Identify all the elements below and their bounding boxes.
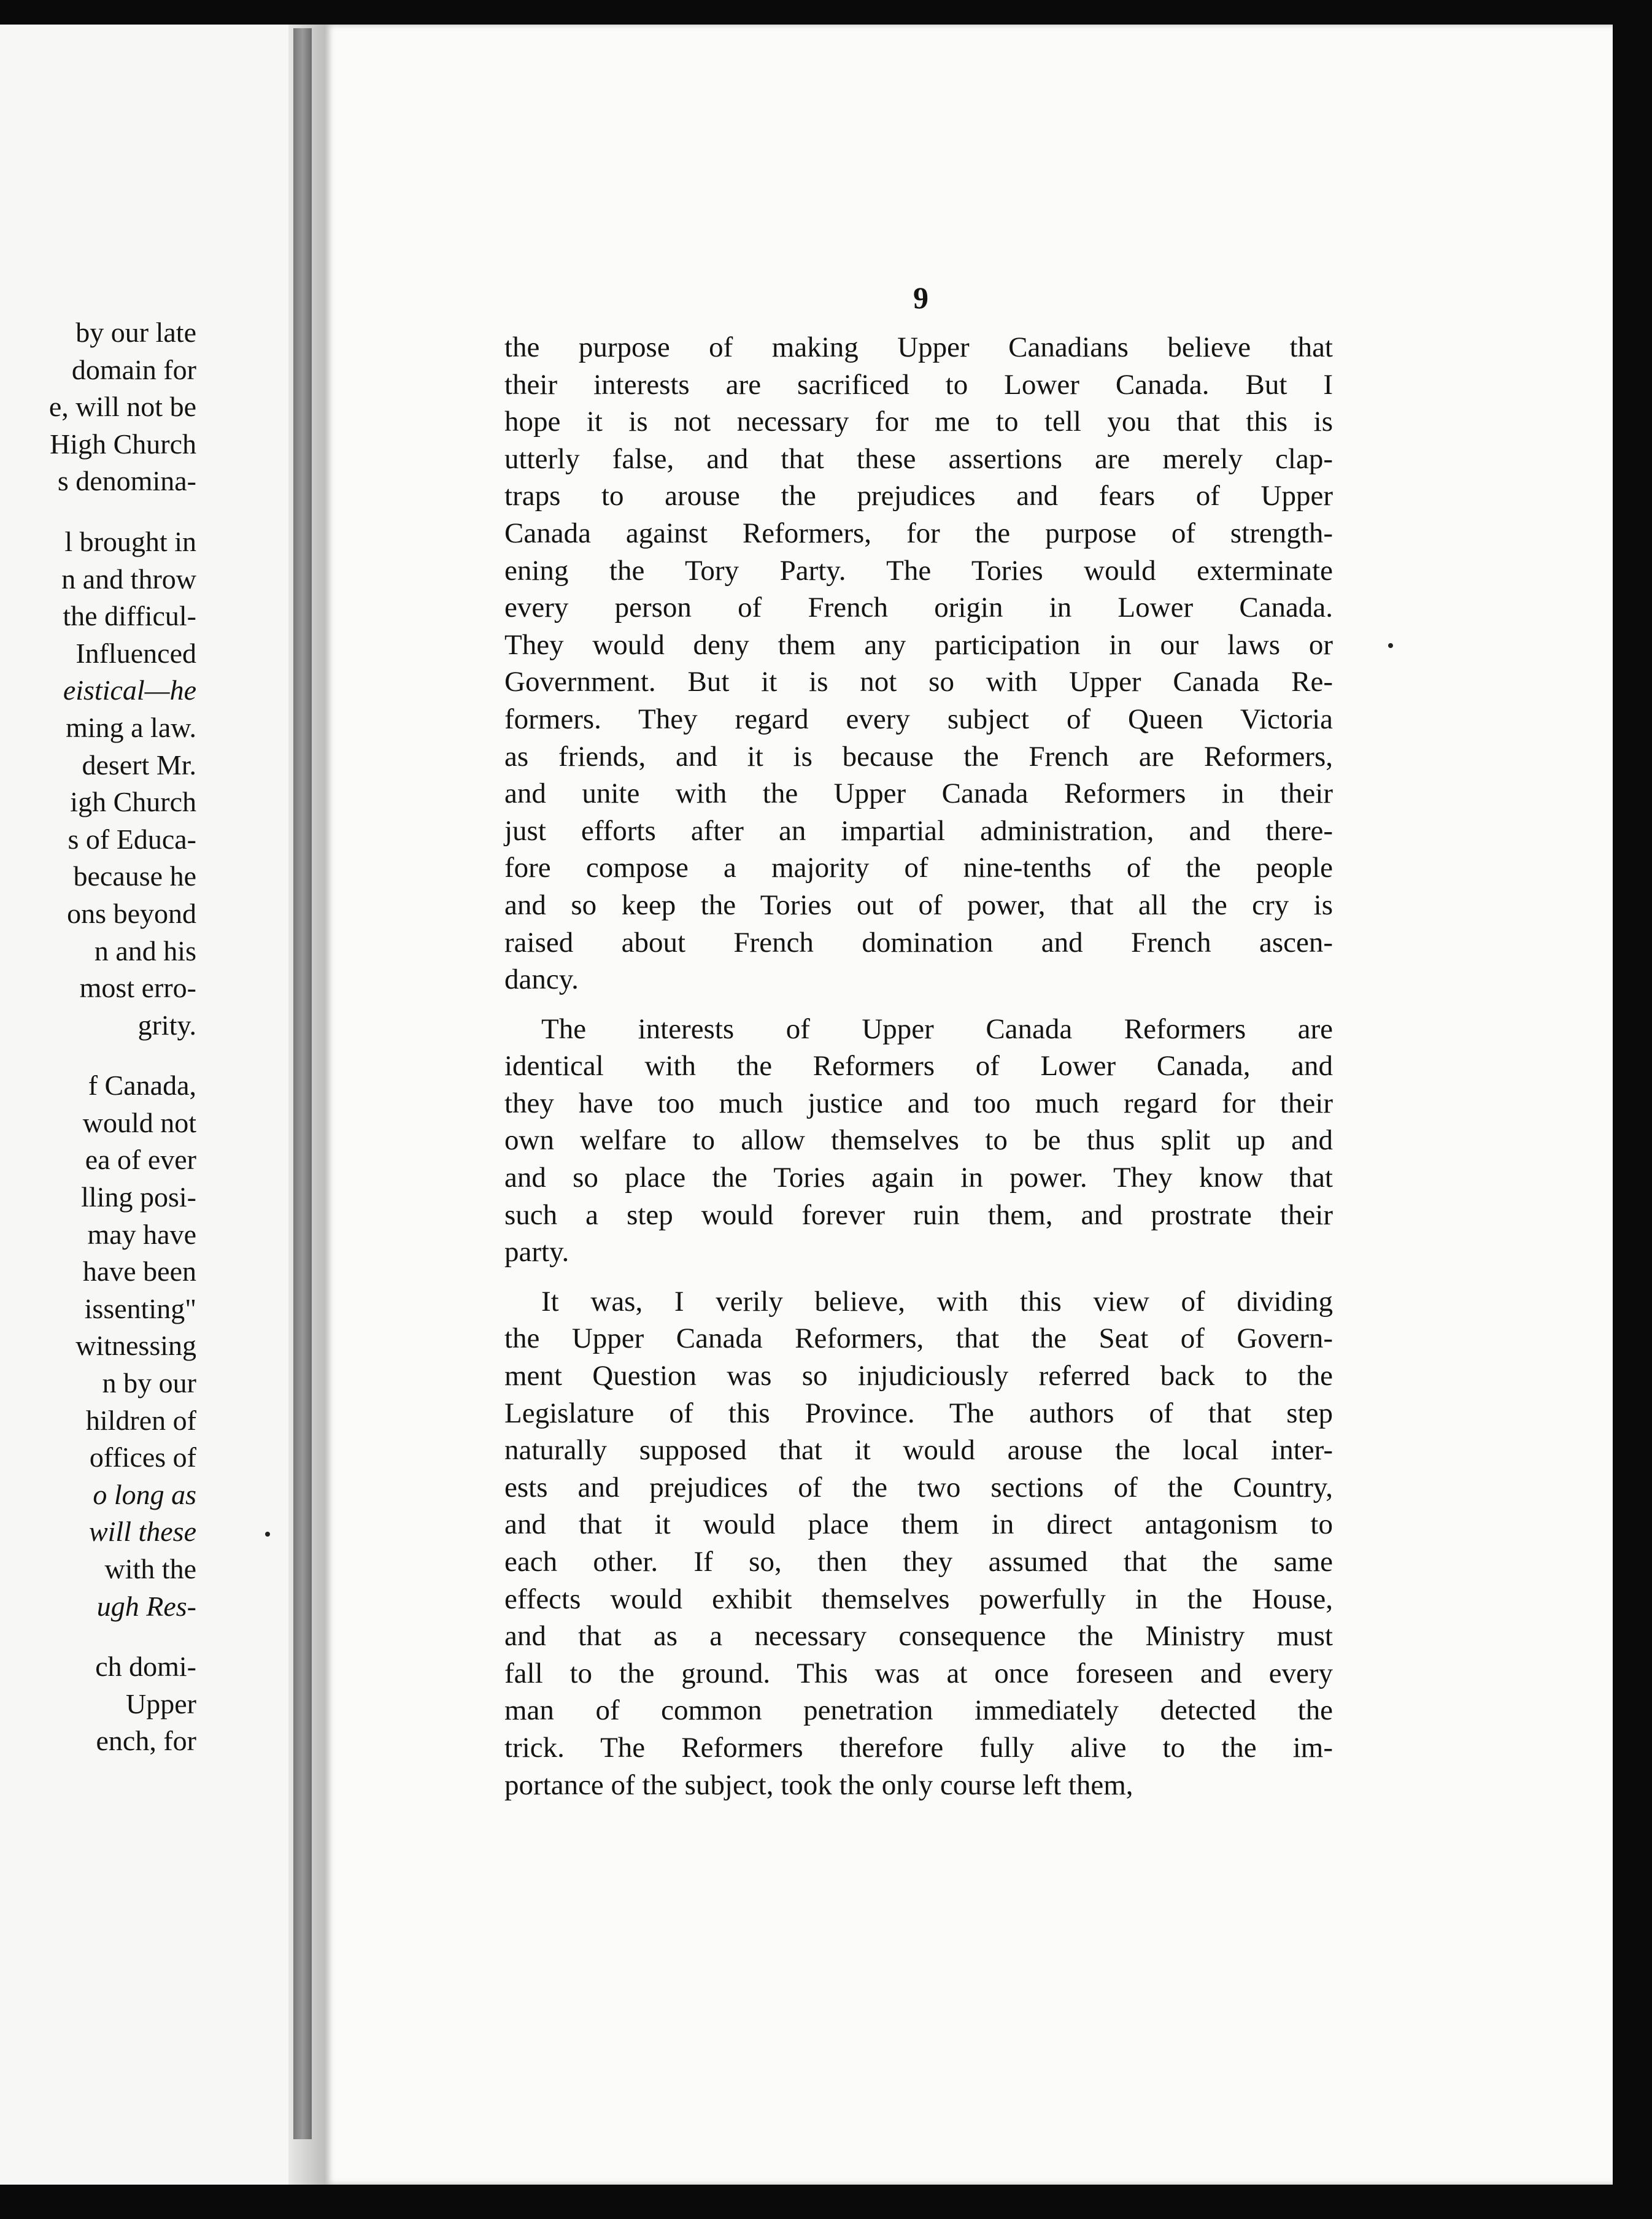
left-text-fragment: o long as (93, 1478, 196, 1510)
left-text-fragment: ea of ever (85, 1144, 196, 1176)
text-line: and so keep the Tories out of power, that all the cry is (504, 889, 1333, 921)
left-text-fragment: n by our (102, 1367, 196, 1399)
text-line: the purpose of making Upper Canadians believe that (504, 331, 1333, 363)
text-line: naturally supposed that it would arouse the local inter- (504, 1434, 1333, 1467)
text-line: raised about French domination and French ascen- (504, 926, 1333, 959)
paragraph (504, 329, 1333, 998)
text-line: such a step would forever ruin them, and prostrate their (504, 1198, 1333, 1231)
page-number: 9 (913, 280, 928, 315)
ink-speck (1388, 643, 1393, 648)
text-line: The interests of Upper Canada Reformers are (541, 1013, 1333, 1045)
left-text-fragment: have been (82, 1256, 196, 1287)
text-line: and so place the Tories again in power. They know that (504, 1162, 1333, 1194)
paragraph-gap (0, 500, 196, 523)
text-line: man of common penetration immediately detected the (504, 1694, 1333, 1727)
left-text-fragment: eistical—he (63, 674, 196, 706)
left-text-fragment: ench, for (96, 1725, 196, 1757)
text-line: ment Question was so injudiciously referred back to the (504, 1360, 1333, 1392)
text-line: each other. If so, then they assumed that the same (504, 1546, 1333, 1578)
left-text-fragment: Influenced (75, 637, 196, 669)
left-text-fragment: High Church (50, 428, 196, 460)
left-text-fragment: Upper (126, 1688, 196, 1719)
text-line: formers. They regard every subject of Queen Victoria (504, 703, 1333, 735)
left-text-fragment: l brought in (64, 525, 196, 557)
ink-speck (265, 1532, 270, 1537)
text-line: Legislature of this Province. The authors of that step (504, 1397, 1333, 1429)
text-line: hope it is not necessary for me to tell you that this is (504, 406, 1333, 438)
left-text-fragment: f Canada, (88, 1070, 196, 1102)
paragraph (504, 1011, 1333, 1271)
paragraph-gap (504, 1271, 1333, 1283)
text-line: effects would exhibit themselves powerfully in the House, (504, 1583, 1333, 1615)
text-line: ening the Tory Party. The Tories would exterminate (504, 554, 1333, 587)
left-text-fragment: grity. (137, 1009, 196, 1041)
text-line: dancy. (504, 963, 579, 996)
text-line: they have too much justice and too much regard for their (504, 1087, 1333, 1119)
text-line: trick. The Reformers therefore fully alive to the im- (504, 1731, 1333, 1764)
left-text-fragment: would not (82, 1106, 196, 1138)
left-page-text-fragments (0, 314, 196, 1760)
left-text-fragment: because he (73, 860, 196, 892)
text-line: identical with the Reformers of Lower Canada, and (504, 1050, 1333, 1082)
left-facing-page (0, 25, 307, 2185)
right-scan-border (1613, 25, 1652, 2185)
text-line: traps to arouse the prejudices and fears of Upper (504, 480, 1333, 512)
left-text-fragment: ming a law. (66, 711, 196, 743)
left-text-fragment: igh Church (70, 786, 196, 818)
text-line: party. (504, 1236, 569, 1268)
left-text-fragment: n and throw (61, 563, 196, 595)
left-text-fragment: n and his (94, 935, 196, 967)
text-line: Government. But it is not so with Upper Canada Re- (504, 666, 1333, 698)
text-line: fore compose a majority of nine-tenths of the people (504, 852, 1333, 884)
main-body-text (504, 329, 1333, 1804)
left-text-fragment: e, will not be (48, 391, 196, 423)
left-text-fragment: most erro- (79, 972, 196, 1004)
text-line: fall to the ground. This was at once foreseen and every (504, 1657, 1333, 1689)
text-line: as friends, and it is because the French are Reformers, (504, 740, 1333, 773)
text-line: the Upper Canada Reformers, that the Seat of Govern- (504, 1322, 1333, 1355)
left-text-fragment: with the (104, 1553, 196, 1584)
text-line: and that it would place them in direct antagonism to (504, 1508, 1333, 1541)
text-line: just efforts after an impartial administration, and there- (504, 814, 1333, 847)
left-text-fragment: ons beyond (67, 897, 196, 929)
text-line: and that as a necessary consequence the Ministry must (504, 1620, 1333, 1653)
text-line: Canada against Reformers, for the purpose of strength- (504, 517, 1333, 549)
text-line: their interests are sacrificed to Lower Canada. But I (504, 368, 1333, 401)
paragraph-gap (0, 1625, 196, 1648)
text-line: portance of the subject, took the only course left them, (504, 1769, 1133, 1801)
text-line: and unite with the Upper Canada Reformers in their (504, 778, 1333, 810)
text-line: They would deny them any participation in our laws or (504, 628, 1333, 661)
text-line: every person of French origin in Lower Canada. (504, 592, 1333, 624)
left-text-fragment: by our late (75, 317, 196, 348)
left-text-fragment: desert Mr. (82, 749, 196, 781)
paragraph (504, 1283, 1333, 1804)
book-gutter (293, 28, 312, 2139)
paragraph-gap (0, 1044, 196, 1067)
left-text-fragment: offices of (89, 1441, 196, 1473)
left-text-fragment: will these (88, 1516, 196, 1548)
left-text-fragment: the difficul- (63, 600, 196, 632)
left-text-fragment: lling posi- (81, 1181, 196, 1213)
left-text-fragment: witnessing (75, 1330, 196, 1362)
paragraph-gap (504, 998, 1333, 1011)
left-text-fragment: ugh Res- (96, 1590, 196, 1622)
left-text-fragment: s of Educa- (68, 823, 196, 855)
left-text-fragment: ch domi- (95, 1651, 196, 1683)
left-text-fragment: domain for (71, 353, 196, 385)
text-line: utterly false, and that these assertions are merely clap- (504, 442, 1333, 475)
left-text-fragment: s denomina- (57, 465, 196, 497)
text-line: ests and prejudices of the two sections of the Country, (504, 1471, 1333, 1503)
left-text-fragment: hildren of (85, 1404, 196, 1436)
left-text-fragment: may have (87, 1218, 196, 1250)
text-line: It was, I verily believe, with this view of dividing (541, 1285, 1333, 1318)
left-text-fragment: issenting" (84, 1292, 196, 1324)
text-line: own welfare to allow themselves to be thus split up and (504, 1124, 1333, 1157)
